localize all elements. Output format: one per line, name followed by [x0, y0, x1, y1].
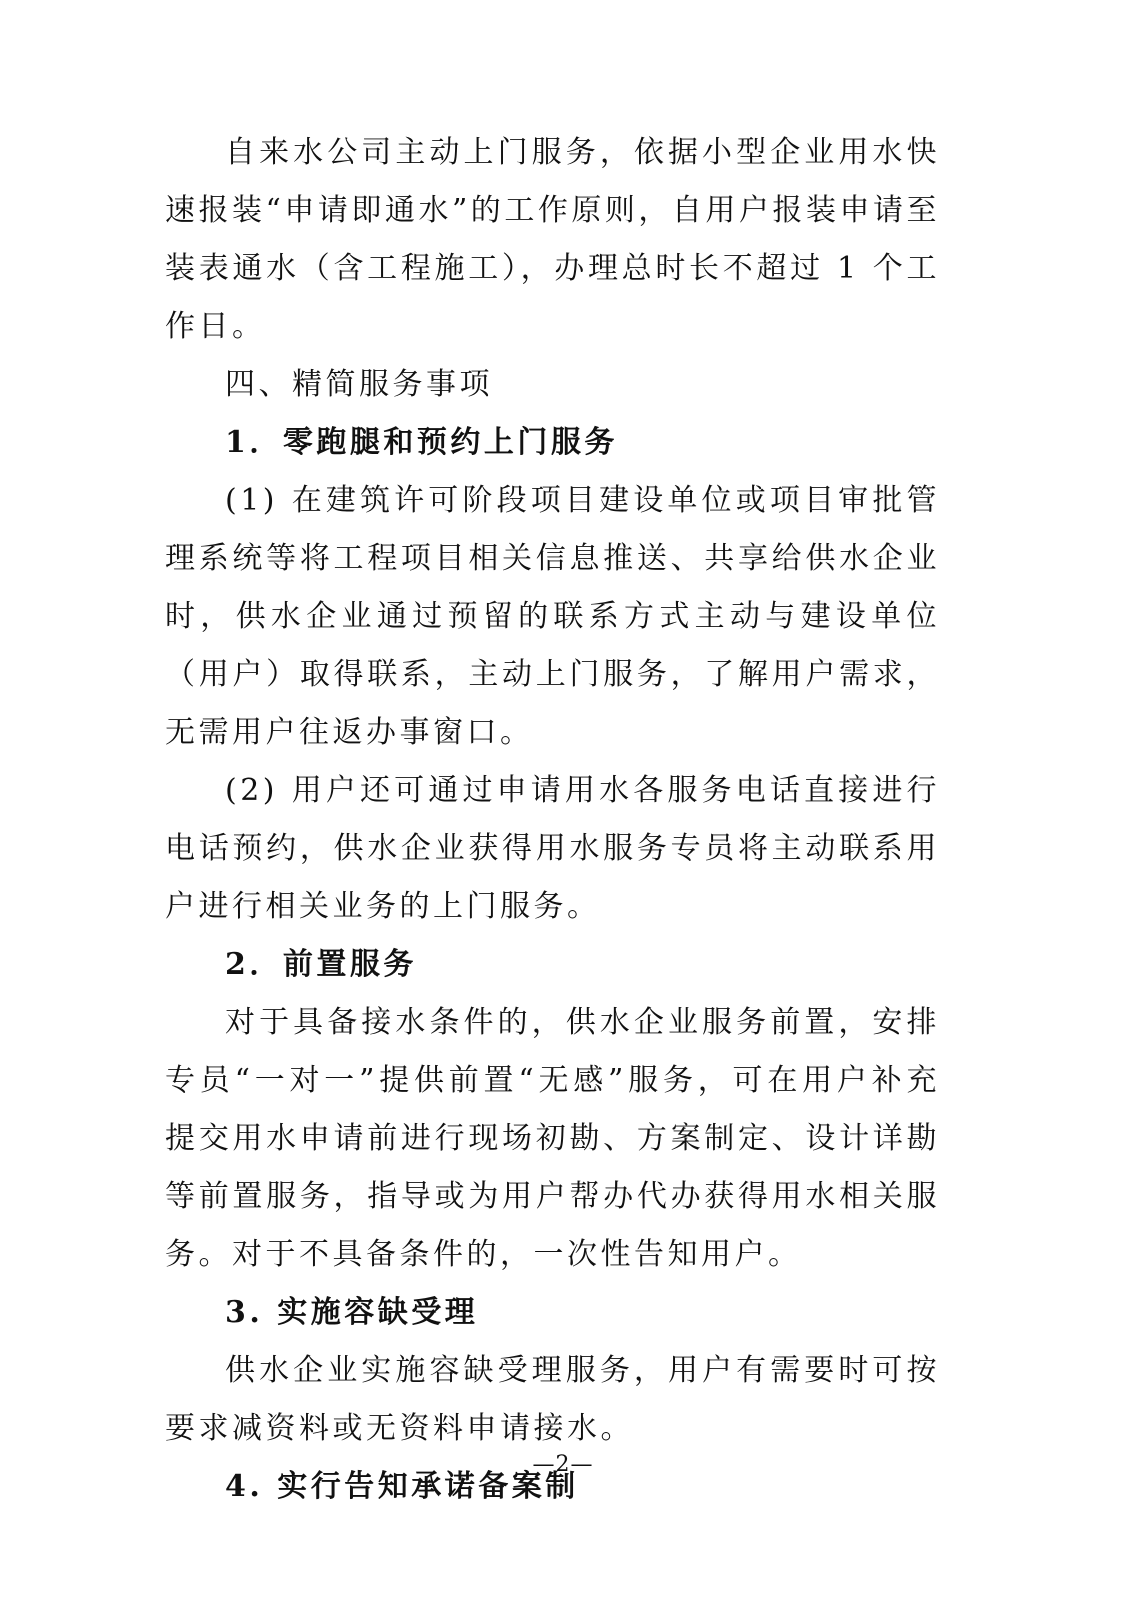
- paragraph-item-1-point-2: (2) 用户还可通过申请用水各服务电话直接进行电话预约，供水企业获得用水服务专员将主动联系用户进行相关业务的上门服务。: [165, 773, 940, 924]
- paragraph-item-1-point-1: (1) 在建筑许可阶段项目建设单位或项目审批管理系统等将工程项目相关信息推送、共享给供水企业时，供水企业通过预留的联系方式主动与建设单位（用户）取得联系，主动上门服务，了解用户需求，无需用户往返办事窗口。: [165, 483, 940, 750]
- page-number: —2—: [532, 1452, 594, 1477]
- item-heading-tolerance-acceptance: 3. 实施容缺受理: [225, 1295, 479, 1330]
- paragraph-service-intro: 自来水公司主动上门服务，依据小型企业用水快速报装“申请即通水”的工作原则，自用户报装申请至装表通水（含工程施工），办理总时长不超过 1 个工作日。: [165, 135, 940, 344]
- item-heading-zero-trip: 1．零跑腿和预约上门服务: [225, 425, 618, 460]
- document-body: [165, 124, 940, 1516]
- paragraph-front-service: 对于具备接水条件的，供水企业服务前置，安排专员“一对一”提供前置“无感”服务，可在用户补充提交用水申请前进行现场初勘、方案制定、设计详勘等前置服务，指导或为用户帮办代办获得用水相关服务。对于不具备条件的，一次性告知用户。: [165, 1005, 940, 1272]
- section-heading-simplify-services: 四、精简服务事项: [225, 367, 493, 402]
- paragraph-tolerance-acceptance: 供水企业实施容缺受理服务，用户有需要时可按要求减资料或无资料申请接水。: [165, 1353, 940, 1446]
- item-heading-front-service: 2．前置服务: [225, 947, 417, 982]
- item-heading-notification-commitment: 4. 实行告知承诺备案制: [225, 1469, 579, 1504]
